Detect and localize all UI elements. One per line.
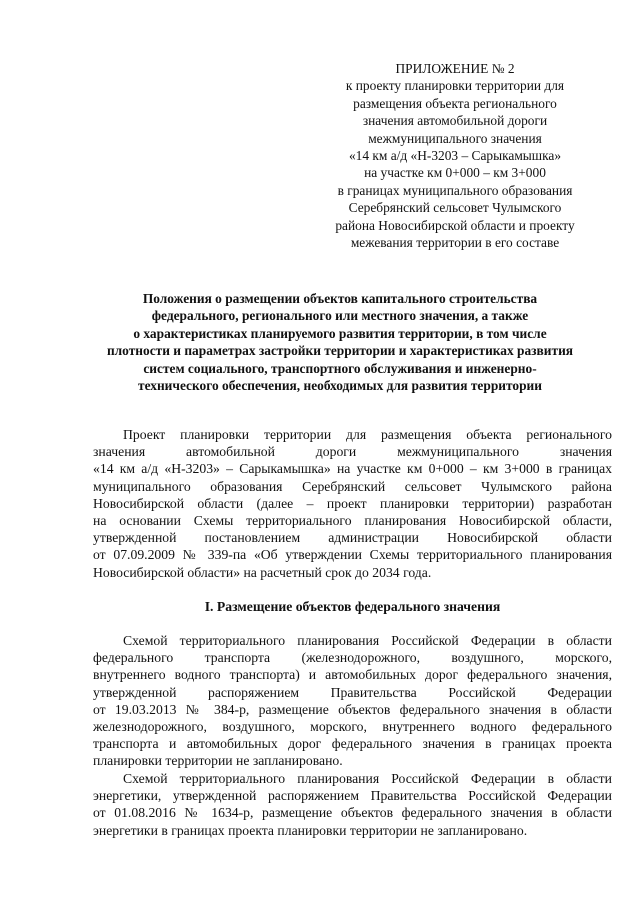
document-heading [80,290,600,394]
paragraph-line: транспорта и автомобильных дорог федерального значения в границах проекта [93,736,612,752]
section-title: I. Размещение объектов федерального значения [204,599,501,614]
paragraph-line: федерального транспорта (железнодорожного, воздушного, морского, [93,650,612,666]
paragraph-line: Новосибирской области (далее – проект планировки территории) разработан [93,495,612,511]
paragraph-line: от 19.03.2013 № 384-р, размещение объектов федерального значения в области [93,701,612,717]
heading-line: плотности и параметрах застройки территории и характеристиках развития [106,343,574,359]
appendix-line: на участке км 0+000 – км 3+000 [364,165,546,181]
appendix-line: района Новосибирской области и проекту [335,217,575,233]
paragraph-line: Проект планировки территории для размещения объекта регионального [123,427,612,442]
paragraph-line: Схемой территориального планирования Российской Федерации в области [123,771,612,786]
paragraph-line: утвержденной постановлением администрации Новосибирской области [93,530,612,546]
appendix-line: межевания территории в его составе [350,235,560,251]
heading-line: о характеристиках планируемого развития территории, в том числе [133,325,547,341]
paragraph-line: железнодорожного, воздушного, морского, внутреннего водного федерального [93,719,612,735]
paragraph-line: значения автомобильной дороги межмуниципального значения [93,444,612,460]
appendix-line: значения автомобильной дороги [362,113,548,129]
appendix-title: ПРИЛОЖЕНИЕ № 2 [395,61,515,76]
paragraph-line: внутреннего водного транспорта) и автомобильных дорог федерального значения, [93,667,612,683]
section-paragraph-transport [93,632,612,770]
appendix-line: Серебрянский сельсовет Чулымского [348,200,562,216]
heading-line: федерального, регионального или местного значения, а также [151,308,529,324]
heading-line: технического обеспечения, необходимых для развития территории [138,378,542,394]
paragraph-line: от 07.09.2009 № 339-па «Об утверждении Схемы территориального планирования [93,547,612,563]
paragraph-line: планировки территории не запланировано. [93,753,343,769]
intro-paragraph [93,426,612,581]
paragraph-line: Схемой территориального планирования Российской Федерации в области [123,633,612,648]
paragraph-line: утвержденной распоряжением Правительства Российской Федерации [93,684,612,700]
paragraph-line: от 01.08.2016 № 1634-р, размещение объектов федерального значения в области [93,805,612,821]
appendix-line: «14 км а/д «Н-3203 – Сарыкамышка» [348,148,562,164]
paragraph-line: на основании Схемы территориального планирования Новосибирской области, [93,513,612,529]
appendix-line: к проекту планировки территории для [345,78,565,94]
paragraph-line: «14 км а/д «Н-3203» – Сарыкамышка» на участке км 0+000 – км 3+000 в границах [93,461,612,477]
appendix-line: в границах муниципального образования [337,182,573,198]
heading-line: систем социального, транспортного обслуживания и инженерно- [143,360,537,376]
appendix-line: межмуниципального значения [368,130,542,146]
paragraph-line: энергетики, утвержденной распоряжением Правительства Российской Федерации [93,788,612,804]
appendix-block [300,60,610,251]
heading-line: Положения о размещении объектов капитального строительства [142,291,538,306]
paragraph-line: муниципального образования Серебрянский сельсовет Чулымского района [93,478,612,494]
paragraph-line: Новосибирской области» на расчетный срок до 2034 года. [93,564,432,580]
paragraph-line: энергетики в границах проекта планировки территории не запланировано. [93,822,528,838]
appendix-line: размещения объекта регионального [353,95,557,111]
section-paragraph-energy [93,770,612,839]
